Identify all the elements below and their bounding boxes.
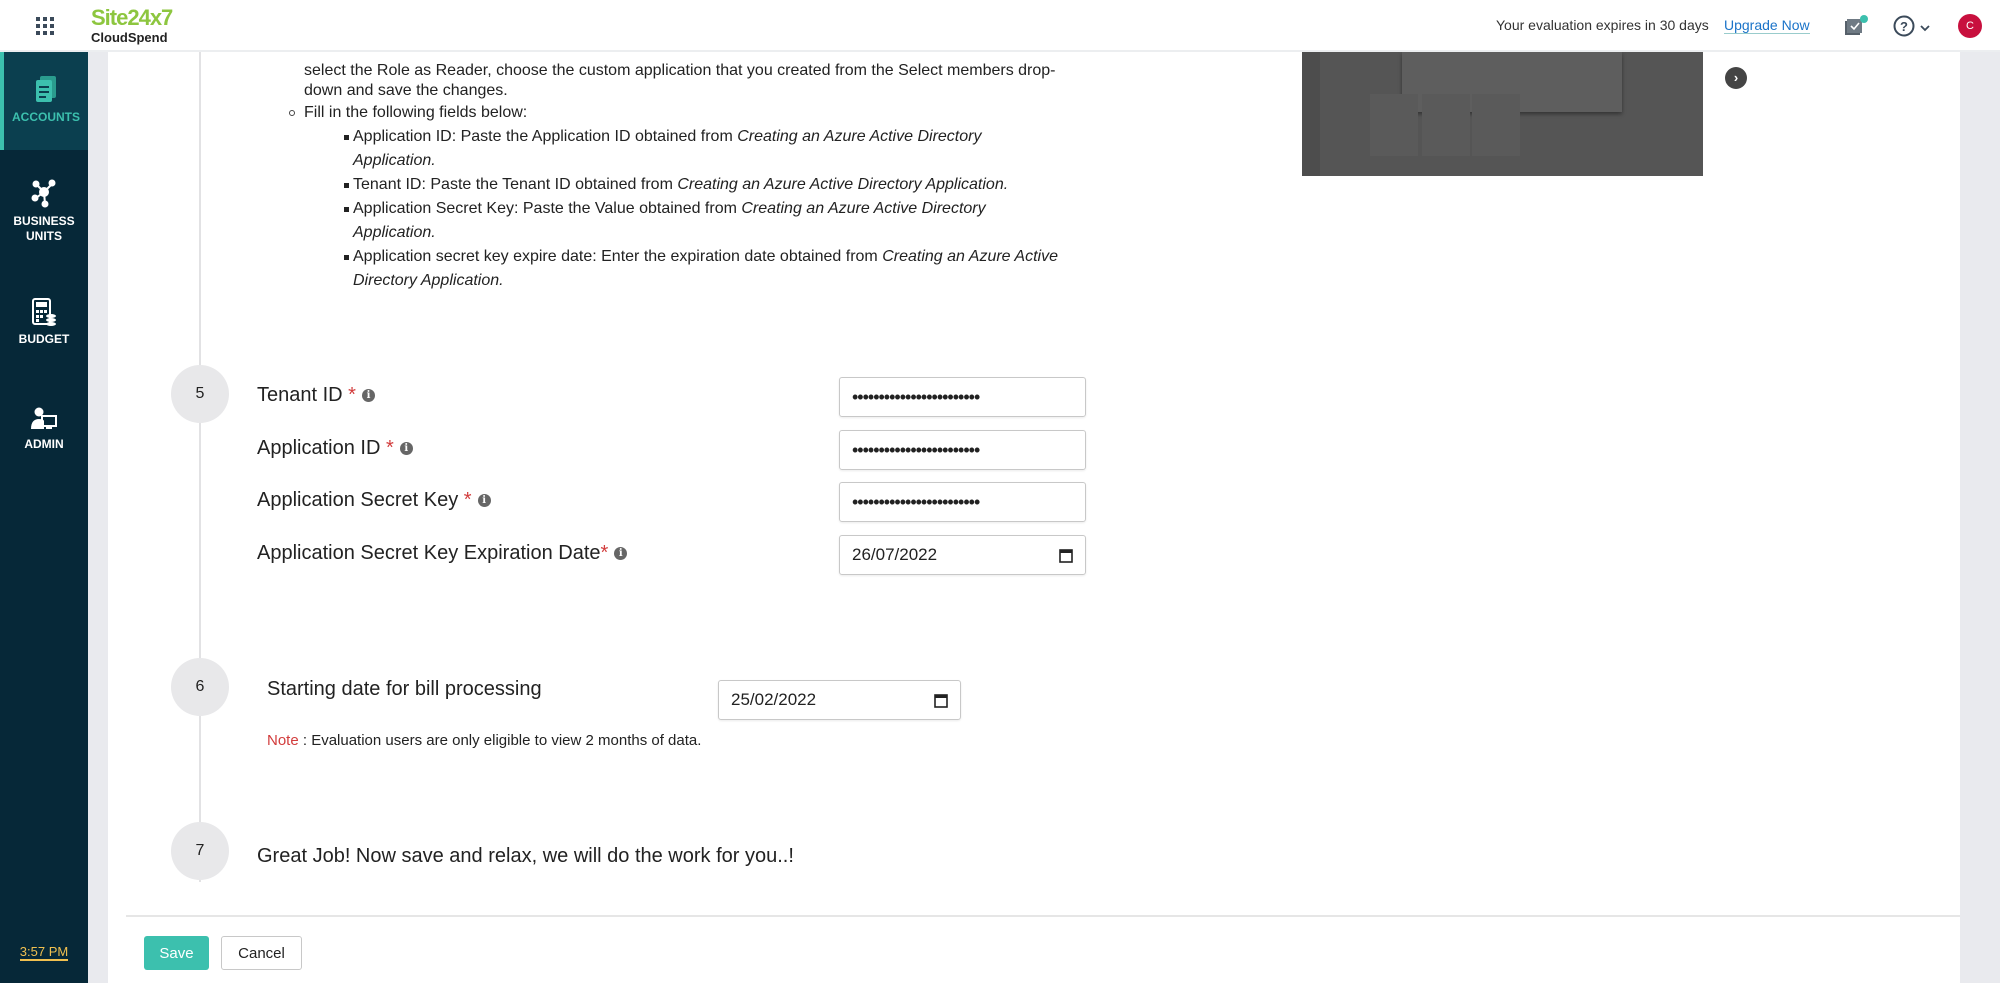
input-value: •••••••••••••••••••••••• bbox=[852, 491, 980, 512]
required-asterisk: * bbox=[385, 437, 394, 459]
sidebar-item-accounts[interactable] bbox=[0, 52, 88, 150]
sidebar bbox=[0, 52, 88, 983]
item-text: Application secret key expire date: Enter the expiration date obtained from bbox=[353, 248, 883, 265]
item-text: Tenant ID: Paste the Tenant ID obtained from bbox=[353, 176, 678, 193]
required-asterisk: * bbox=[600, 542, 609, 564]
info-icon[interactable]: i bbox=[614, 547, 627, 560]
instruction-item-expire-date bbox=[353, 245, 1113, 293]
calendar-icon[interactable] bbox=[1059, 548, 1073, 563]
logo-primary bbox=[91, 6, 172, 30]
instruction-item-application-id bbox=[353, 125, 1093, 173]
step-6-badge: 6 bbox=[171, 658, 229, 716]
logo-text: Site24x7 bbox=[91, 5, 173, 30]
label-text: Application Secret Key Expiration Date bbox=[257, 542, 601, 564]
instruction-item-tenant-id bbox=[353, 173, 1113, 197]
avatar[interactable]: C bbox=[1958, 14, 1982, 38]
notifications-icon[interactable] bbox=[1843, 15, 1869, 44]
application-id-input[interactable] bbox=[839, 430, 1086, 470]
sidebar-item-label: ADMIN bbox=[24, 437, 64, 451]
item-italic: Creating an Azure Active bbox=[882, 248, 1058, 265]
label-text: Application ID bbox=[257, 437, 381, 459]
info-icon[interactable]: i bbox=[362, 389, 375, 402]
app-grid-icon[interactable] bbox=[36, 17, 54, 40]
next-image-chevron-icon[interactable]: › bbox=[1725, 67, 1747, 89]
help-chevron-down-icon[interactable] bbox=[1920, 20, 1930, 38]
square-bullet bbox=[344, 207, 349, 212]
step-5-badge: 5 bbox=[171, 365, 229, 423]
sidebar-item-business-units[interactable] bbox=[0, 178, 88, 258]
evaluation-note bbox=[267, 732, 701, 749]
item-text: Application ID: Paste the Application ID obtained from bbox=[353, 128, 738, 145]
business-units-icon bbox=[30, 178, 58, 208]
timeline-line bbox=[199, 52, 201, 882]
step-7-badge: 7 bbox=[171, 822, 229, 880]
sidebar-item-label: ACCOUNTS bbox=[12, 110, 80, 124]
secret-key-input[interactable] bbox=[839, 482, 1086, 522]
bill-start-date-input[interactable] bbox=[718, 680, 961, 720]
right-gutter bbox=[1960, 52, 2000, 983]
admin-icon bbox=[30, 407, 58, 431]
completion-message: Great Job! Now save and relax, we will do the work for you..! bbox=[257, 845, 794, 867]
square-bullet bbox=[344, 255, 349, 260]
tenant-id-label bbox=[257, 384, 375, 407]
square-bullet bbox=[344, 135, 349, 140]
item-italic: Directory Application. bbox=[353, 272, 504, 289]
azure-portal-screenshot[interactable] bbox=[1302, 52, 1703, 176]
save-button[interactable]: Save bbox=[144, 936, 209, 970]
square-bullet bbox=[344, 183, 349, 188]
sidebar-item-budget[interactable] bbox=[0, 298, 88, 358]
help-icon[interactable] bbox=[1893, 15, 1915, 42]
clock-time-text: 3:57 PM bbox=[19, 944, 69, 959]
info-icon[interactable]: i bbox=[478, 494, 491, 507]
upgrade-now-link[interactable]: Upgrade Now bbox=[1724, 17, 1810, 33]
item-italic: Creating an Azure Active Directory Application. bbox=[677, 176, 1009, 193]
evaluation-text: Your evaluation expires in 30 days bbox=[1496, 17, 1709, 33]
input-value: 25/02/2022 bbox=[731, 690, 817, 709]
note-text: : Evaluation users are only eligible to view 2 months of data. bbox=[298, 732, 702, 749]
fill-in-text: Fill in the following fields below: bbox=[304, 104, 528, 121]
circle-bullet bbox=[289, 110, 295, 116]
note-label: Note bbox=[267, 732, 299, 749]
calendar-icon[interactable] bbox=[934, 693, 948, 708]
input-value: •••••••••••••••••••••••• bbox=[852, 439, 980, 460]
clock-time bbox=[0, 944, 88, 959]
input-value: 26/07/2022 bbox=[852, 545, 938, 564]
bill-processing-label: Starting date for bill processing bbox=[267, 678, 542, 700]
required-asterisk: * bbox=[348, 384, 356, 406]
item-italic: Creating an Azure Active Directory bbox=[737, 128, 982, 145]
instruction-line-1: select the Role as Reader, choose the custom application that you created from the Select members drop- bbox=[304, 62, 1056, 79]
accounts-icon bbox=[34, 76, 58, 104]
tenant-id-input[interactable] bbox=[839, 377, 1086, 417]
budget-icon bbox=[32, 298, 56, 326]
item-italic: Application. bbox=[353, 224, 436, 241]
label-text: Application Secret Key bbox=[257, 489, 459, 511]
sidebar-item-label: BUDGET bbox=[18, 332, 70, 346]
item-text: Application Secret Key: Paste the Value obtained from bbox=[353, 200, 742, 217]
instruction-line-2: down and save the changes. bbox=[304, 82, 508, 99]
application-id-label bbox=[257, 437, 413, 460]
item-italic: Application. bbox=[353, 152, 436, 169]
expiration-date-input[interactable] bbox=[839, 535, 1086, 575]
sidebar-item-admin[interactable] bbox=[0, 407, 88, 467]
logo-secondary: CloudSpend bbox=[91, 30, 168, 45]
label-text: Tenant ID bbox=[257, 384, 343, 406]
input-value: •••••••••••••••••••••••• bbox=[852, 386, 980, 407]
left-gutter bbox=[88, 52, 108, 983]
instruction-item-secret-key bbox=[353, 197, 1093, 245]
item-italic: Creating an Azure Active Directory bbox=[741, 200, 986, 217]
footer-divider bbox=[126, 915, 1960, 917]
secret-key-label bbox=[257, 489, 491, 512]
top-header bbox=[0, 0, 2000, 52]
required-asterisk: * bbox=[463, 489, 472, 511]
svg-text:?: ? bbox=[1900, 19, 1908, 34]
info-icon[interactable]: i bbox=[400, 442, 413, 455]
logo[interactable] bbox=[91, 6, 172, 45]
sidebar-item-label: BUSINESS UNITS bbox=[13, 214, 75, 243]
expiration-date-label bbox=[257, 542, 627, 565]
cancel-button[interactable]: Cancel bbox=[221, 936, 302, 970]
